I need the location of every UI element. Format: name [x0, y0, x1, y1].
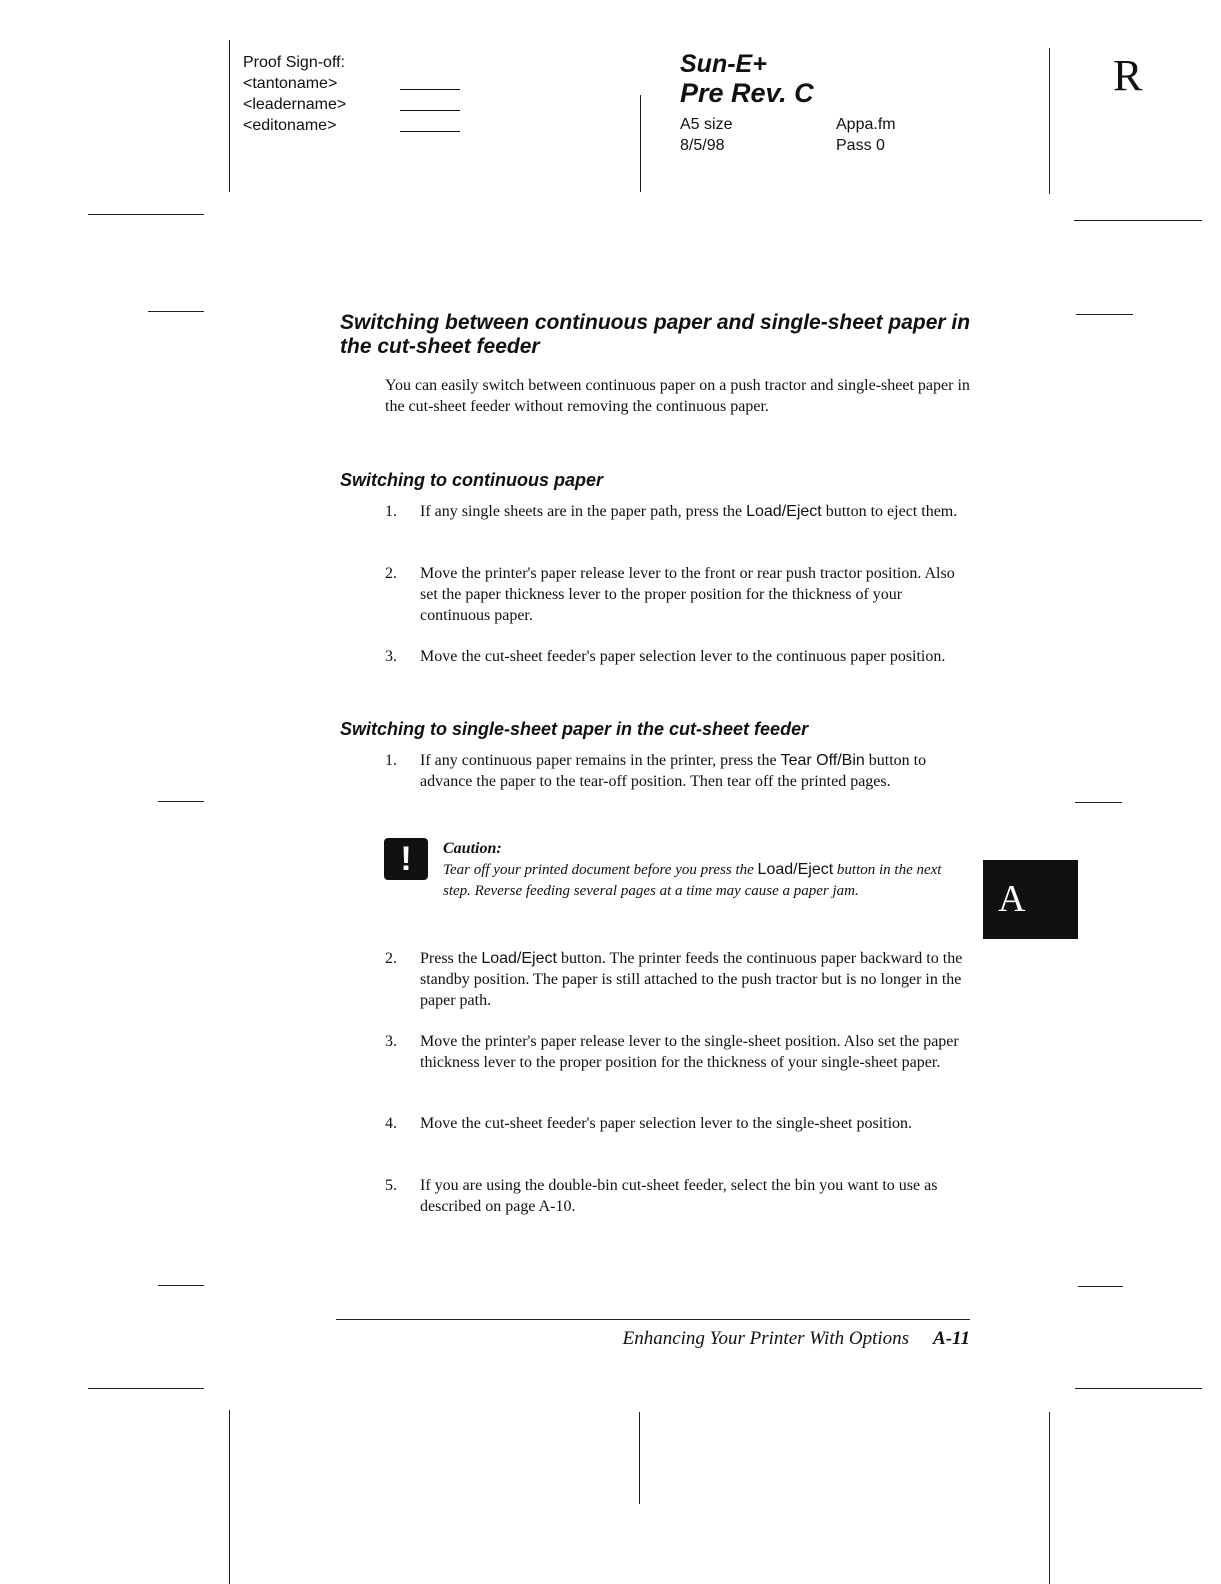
list-item [385, 1113, 970, 1134]
step-number: 4. [385, 1115, 397, 1132]
crop-mark [158, 1285, 204, 1286]
crop-mark [158, 801, 204, 802]
step-text: button. The printer feeds the continuous paper backward to the standby position. The paper is still attached to the push tractor but is no longer in the paper path. [420, 950, 963, 1009]
crop-mark [1076, 314, 1133, 315]
signoff-row [243, 115, 460, 136]
page-size: A5 size [680, 116, 733, 133]
crop-mark [1049, 48, 1050, 194]
signoff-blank [400, 89, 460, 90]
step-text: Move the cut-sheet feeder's paper selection lever to the continuous paper position. [420, 648, 946, 665]
button-label: Load/Eject [481, 950, 557, 967]
step-number: 5. [385, 1177, 397, 1194]
signoff-blank [400, 110, 460, 111]
caution-title: Caution: [443, 840, 502, 857]
step-number: 2. [385, 565, 397, 582]
signoff-blank [400, 131, 460, 132]
page-number: A-11 [933, 1328, 970, 1349]
step-text: Press the [420, 950, 482, 967]
step-text: If any single sheets are in the paper path, press the [420, 503, 747, 520]
list-item [385, 646, 970, 667]
crop-mark [1075, 1388, 1202, 1389]
signoff-name: <leadername> [243, 96, 347, 113]
list-item [385, 1031, 970, 1073]
project-name: Sun-E+ [680, 50, 767, 78]
crop-mark [640, 95, 641, 192]
subheading-continuous: Switching to continuous paper [340, 470, 603, 490]
step-number: 2. [385, 950, 397, 967]
crop-mark [229, 1410, 230, 1584]
revision-label: Pre Rev. C [680, 78, 814, 108]
crop-mark [1074, 220, 1202, 221]
crop-mark [1075, 802, 1122, 803]
proof-signoff [243, 52, 460, 136]
step-number: 1. [385, 503, 397, 520]
list-item [385, 501, 970, 522]
button-label: Load/Eject [757, 861, 834, 878]
proof-label: Proof Sign-off: [243, 54, 345, 71]
list-item [385, 750, 970, 792]
step-number: 3. [385, 1033, 397, 1050]
crop-mark [88, 214, 204, 215]
crop-mark [639, 1412, 640, 1504]
step-text: Move the printer's paper release lever to the front or rear push tractor position. Also set the paper thickness lever to the proper position for the thickness of your continuous paper. [420, 565, 955, 624]
chapter-tab [983, 860, 1078, 939]
crop-mark [1049, 1412, 1050, 1584]
step-number: 3. [385, 648, 397, 665]
intro-paragraph: You can easily switch between continuous paper on a push tractor and single-sheet paper in the cut-sheet feeder without removing the continuous paper. [385, 377, 970, 415]
signoff-name: <tantoname> [243, 75, 338, 92]
step-text: button to advance the paper to the tear-off position. Then tear off the printed pages. [420, 752, 927, 790]
step-text: Move the cut-sheet feeder's paper selection lever to the single-sheet position. [420, 1115, 913, 1132]
step-text: button to eject them. [821, 503, 958, 520]
caution-text: Tear off your printed document before you press the [443, 862, 758, 878]
corner-letter: R [1113, 51, 1143, 100]
button-label: Load/Eject [746, 503, 822, 520]
subheading-single-sheet: Switching to single-sheet paper in the cut-sheet feeder [340, 719, 809, 739]
crop-mark [88, 1388, 204, 1389]
footer-chapter: Enhancing Your Printer With Options [622, 1328, 910, 1349]
step-text: If you are using the double-bin cut-sheet feeder, select the bin you want to use as described on page A-10. [420, 1177, 938, 1215]
caution-icon: ! [384, 838, 428, 880]
list-item [385, 1175, 970, 1217]
doc-title-block [680, 50, 896, 156]
caution-note [443, 838, 973, 902]
crop-mark [148, 311, 204, 312]
list-item [385, 563, 970, 626]
section-title: Switching between continuous paper and single-sheet paper in the cut-sheet feeder [340, 311, 971, 358]
step-number: 1. [385, 752, 397, 769]
list-item [385, 948, 970, 1011]
page-footer [560, 1327, 970, 1351]
crop-mark [229, 40, 230, 192]
signoff-name: <editoname> [243, 117, 337, 134]
doc-meta [680, 114, 896, 156]
crop-mark [1078, 1286, 1123, 1287]
step-text: Move the printer's paper release lever to the single-sheet position. Also set the paper thickness lever to the proper position for the thickness of your single-sheet paper. [420, 1033, 959, 1071]
doc-date: 8/5/98 [680, 137, 725, 154]
footer-rule [336, 1319, 970, 1320]
pass-label: Pass 0 [836, 137, 885, 154]
step-text: If any continuous paper remains in the printer, press the [420, 752, 781, 769]
chapter-tab-letter: A [998, 878, 1026, 920]
signoff-row [243, 73, 460, 94]
caution-text: button in the next step. Reverse feeding several pages at a time may cause a paper jam. [443, 862, 942, 899]
button-label: Tear Off/Bin [780, 752, 865, 769]
signoff-row [243, 94, 460, 115]
file-name: Appa.fm [836, 116, 896, 133]
